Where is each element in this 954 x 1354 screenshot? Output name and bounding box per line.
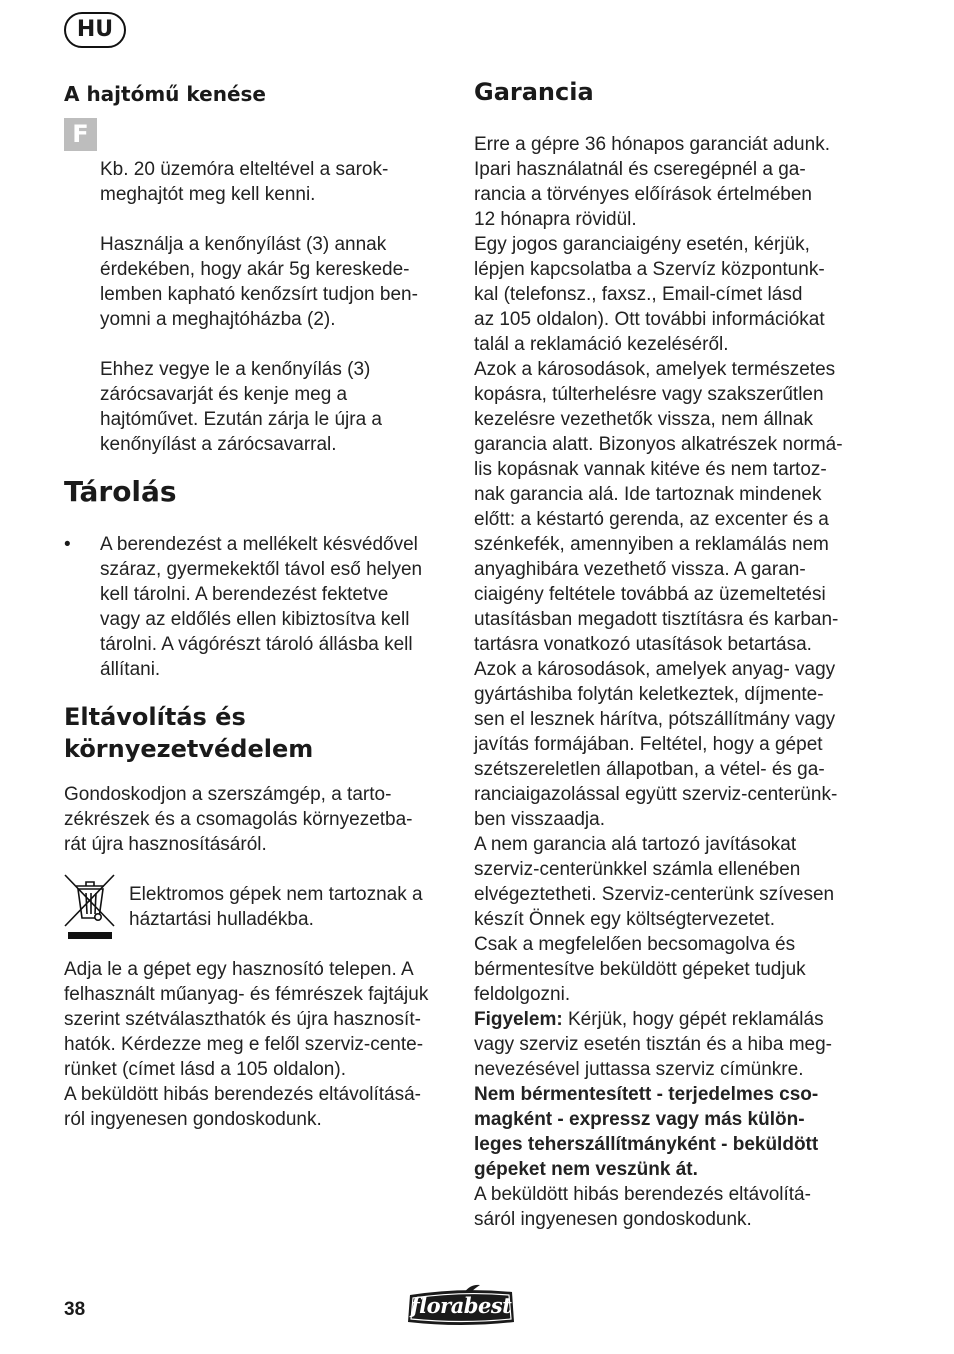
text-line: kenőnyílást a zárócsavarral. bbox=[100, 434, 337, 455]
page-number: 38 bbox=[64, 1299, 86, 1320]
text-line: Erre a gépre 36 hónapos garanciát adunk. bbox=[474, 134, 830, 155]
text-line: hatók. Kérdezze meg e felől szerviz-cente- bbox=[64, 1034, 424, 1055]
text-line: előtt: a késtartó gerenda, az excenter és a bbox=[474, 509, 829, 530]
text-line: készít Önnek egy költségtervezetet. bbox=[474, 909, 775, 930]
florabest-logo-text: florabest bbox=[410, 1293, 512, 1318]
text-line: A beküldött hibás berendezés eltávolítá- bbox=[474, 1184, 811, 1205]
text-line: nak garancia alá. Ide tartoznak mindenek bbox=[474, 484, 822, 505]
text-line: rancia a törvényes előírások értelmében bbox=[474, 184, 812, 205]
text-line: Kb. 20 üzemóra elteltével a sarok- bbox=[100, 159, 389, 180]
text-line: A berendezést a mellékelt késvédővel bbox=[100, 534, 418, 555]
attention-line bbox=[474, 1007, 843, 1032]
text-line: lis kopásnak vannak kitéve és nem tartoz- bbox=[474, 459, 827, 480]
text-line: ciaigény feltétele továbbá az üzemeltetési bbox=[474, 584, 826, 605]
text-line: tárolni. A vágórészt tároló állásba kell bbox=[100, 634, 413, 655]
text-line: Ehhez vegye le a kenőnyílás (3) bbox=[100, 359, 371, 380]
text-line: Csak a megfelelően becsomagolva és bbox=[474, 934, 796, 955]
text-line bbox=[100, 207, 418, 232]
bullet-marker: • bbox=[64, 534, 71, 555]
figure-label-f: F bbox=[64, 118, 97, 151]
text-line: ranciaigazolással együtt szerviz-centerünk- bbox=[474, 784, 838, 805]
disposal-outro-text bbox=[64, 957, 428, 1132]
text-line: szerviz-centerünkkel számla ellenében bbox=[474, 859, 801, 880]
text-line: elvégeztetheti. Szerviz-centerünk szívesen bbox=[474, 884, 835, 905]
text-line: kezelésre vezethetők vissza, nem állnak bbox=[474, 409, 813, 430]
text-line: Egy jogos garanciaigény esetén, kérjük, bbox=[474, 234, 810, 255]
attention-label: Figyelem: bbox=[474, 1009, 563, 1030]
section-title-gear-lubrication: A hajtómű kenése bbox=[64, 82, 266, 106]
text-line: Adja le a gépet egy hasznosító telepen. A bbox=[64, 959, 414, 980]
section-title-storage: Tárolás bbox=[64, 475, 177, 508]
bold-text-line: Nem bérmentesített - terjedelmes cso- bbox=[474, 1084, 819, 1105]
text-line: szénkefék, amennyiben a reklamálás nem bbox=[474, 534, 829, 555]
bold-text-line: leges teherszállítmányként - beküldött bbox=[474, 1134, 819, 1155]
text-line: háztartási hulladékba. bbox=[129, 909, 314, 930]
gear-lubrication-text bbox=[100, 157, 418, 457]
text-line: érdekében, hogy akár 5g kereskede- bbox=[100, 259, 410, 280]
text-line: lemben kapható kenőzsírt tudjon ben- bbox=[100, 284, 418, 305]
text-line: szerint szétválaszthatók és újra hasznosít- bbox=[64, 1009, 421, 1030]
text-line: Elektromos gépek nem tartoznak a bbox=[129, 884, 423, 905]
text-line: A nem garancia alá tartozó javításokat bbox=[474, 834, 797, 855]
text-line: javítás formájában. Feltétel, hogy a gépet bbox=[474, 734, 823, 755]
text-line: ben visszaadja. bbox=[474, 809, 605, 830]
text-line: felhasznált műanyag- és fémrészek fajtájuk bbox=[64, 984, 429, 1005]
text-line: kopásra, túlterhelésre vagy szakszerűtlen bbox=[474, 384, 824, 405]
text-line: Gondoskodjon a szerszámgép, a tarto- bbox=[64, 784, 392, 805]
text-line: zékrészek és a csomagolás környezetba- bbox=[64, 809, 413, 830]
crossed-out-wheelie-bin-icon bbox=[62, 872, 118, 940]
text-line: Azok a károsodások, amelyek anyag- vagy bbox=[474, 659, 836, 680]
text-line: feldolgozni. bbox=[474, 984, 571, 1005]
text-line: hajtóművet. Ezután zárja le újra a bbox=[100, 409, 382, 430]
text-line: zárócsavarját és kenje meg a bbox=[100, 384, 348, 405]
section-title-warranty: Garancia bbox=[474, 78, 594, 106]
text-line: tartásra vonatkozó utasítások betartása. bbox=[474, 634, 812, 655]
bold-text-line: magként - expressz vagy más külön- bbox=[474, 1109, 805, 1130]
text-line: rát újra hasznosításáról. bbox=[64, 834, 267, 855]
language-badge: HU bbox=[64, 12, 126, 48]
text-line: utasításban megadott tisztításra és karban- bbox=[474, 609, 839, 630]
text-line: bérmentesítve beküldött gépeket tudjuk bbox=[474, 959, 806, 980]
weee-notice-text bbox=[129, 882, 423, 932]
bold-text-line: gépeket nem veszünk át. bbox=[474, 1159, 698, 1180]
text-line: rünket (címet lásd a 105 oldalon). bbox=[64, 1059, 346, 1080]
section-title-disposal-line1: Eltávolítás és bbox=[64, 703, 246, 731]
text-line: száraz, gyermekektől távol eső helyen bbox=[100, 559, 423, 580]
text-line: kell tárolni. A berendezést fektetve bbox=[100, 584, 389, 605]
text-line: sáról ingyenesen gondoskodunk. bbox=[474, 1209, 752, 1230]
text-line: Használja a kenőnyílást (3) annak bbox=[100, 234, 387, 255]
attention-text: Kérjük, hogy gépét reklamálás bbox=[562, 1009, 824, 1030]
text-line: Ipari használatnál és cseregépnél a ga- bbox=[474, 159, 806, 180]
text-line: A beküldött hibás berendezés eltávolításá- bbox=[64, 1084, 422, 1105]
text-line: talál a reklamáció kezeléséről. bbox=[474, 334, 729, 355]
section-title-disposal-line2: környezetvédelem bbox=[64, 735, 314, 763]
text-line: meghajtót meg kell kenni. bbox=[100, 184, 316, 205]
text-line: gyártáshiba folytán keletkeztek, díjmente- bbox=[474, 684, 824, 705]
text-line: 12 hónapra rövidül. bbox=[474, 209, 637, 230]
text-line: szétszereletlen állapotban, a vétel- és ga- bbox=[474, 759, 825, 780]
text-line: yomni a meghajtóházba (2). bbox=[100, 309, 336, 330]
text-line: vagy az eldőlés ellen kibiztosítva kell bbox=[100, 609, 410, 630]
text-line: sen el lesznek hárítva, pótszállítmány vagy bbox=[474, 709, 836, 730]
text-line: Azok a károsodások, amelyek természetes bbox=[474, 359, 836, 380]
text-line: állítani. bbox=[100, 659, 161, 680]
disposal-intro-text bbox=[64, 782, 413, 857]
text-line: lépjen kapcsolatba a Szervíz központunk- bbox=[474, 259, 825, 280]
text-line: anyaghibára vezethető vissza. A garan- bbox=[474, 559, 806, 580]
text-line: az 105 oldalon). Ott további információkat bbox=[474, 309, 825, 330]
text-line: ról ingyenesen gondoskodunk. bbox=[64, 1109, 322, 1130]
text-line bbox=[100, 332, 418, 357]
storage-text bbox=[100, 532, 422, 682]
text-line: vagy szerviz esetén tisztán és a hiba meg- bbox=[474, 1034, 833, 1055]
text-line: garancia alatt. Bizonyos alkatrészek normá- bbox=[474, 434, 843, 455]
warranty-text bbox=[474, 132, 843, 1232]
text-line: kal (telefonsz., faxsz., Email-címet lásd bbox=[474, 284, 803, 305]
text-line: nevezésével juttassa szerviz címünkre. bbox=[474, 1059, 804, 1080]
